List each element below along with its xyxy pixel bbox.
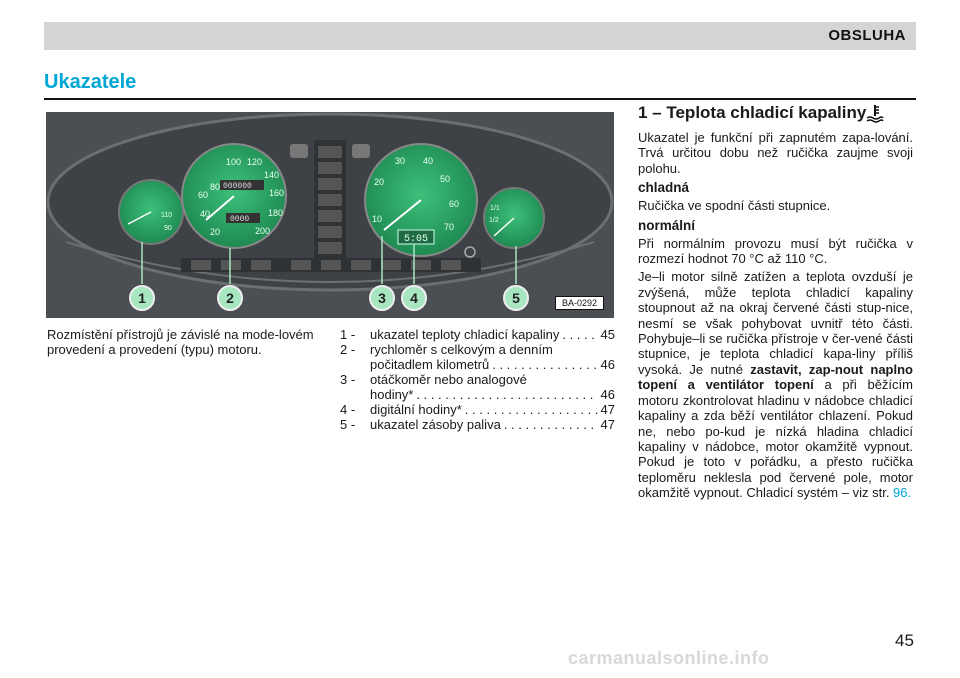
list-item xyxy=(340,327,615,342)
warning-text: Je–li motor silně zatížen a teplota ovzduší je zvýšená, může teplota chladicí kapaliny stoupnout až na okraj červené části stup-nice, nesmí se však pohybovat uvnitř této části. Pohybuje–li se ručička přístroje v čer-vené části stupnice, je teplota chladicí kapa-liny příliš vysoká. Je nutné xyxy=(638,269,913,377)
intro-paragraph: Ukazatel je funkční při zapnutém zapa-lování. Trvá určitou dobu než ručička zaujme svoji polohu. xyxy=(638,130,913,176)
temp-tick: 90 xyxy=(164,225,172,232)
subheading-normal: normální xyxy=(638,217,696,233)
subheading-cold: chladná xyxy=(638,180,690,196)
list-item xyxy=(340,342,615,372)
speedo-tick: 60 xyxy=(198,190,209,200)
figure-caption: Rozmístění přístrojů je závislé na mode-lovém provedení a provedení (typu) motoru. xyxy=(47,327,314,357)
rev-tick: 30 xyxy=(395,156,406,166)
item-text-cont: počitadlem kilometrů xyxy=(370,357,490,372)
instrument-cluster-figure xyxy=(46,112,614,318)
item-page: 46 xyxy=(600,387,615,402)
item-text: ukazatel zásoby paliva xyxy=(370,417,501,432)
item-page: 46 xyxy=(600,357,615,372)
item-text: rychloměr s celkovým a denním xyxy=(370,342,553,357)
fuel-tick: 1/2 xyxy=(489,217,499,224)
trip-digits: 0000 xyxy=(230,215,250,224)
list-item xyxy=(340,417,615,432)
temp-tick: 110 xyxy=(161,212,173,219)
item-text-cont: hodiny* xyxy=(370,387,414,402)
list-item xyxy=(340,402,615,417)
odometer-digits: 000000 xyxy=(223,182,252,191)
callout-3-label: 3 xyxy=(378,290,386,306)
rev-tick: 20 xyxy=(374,177,385,187)
speedo-tick: 120 xyxy=(247,157,263,167)
speedo-tick: 200 xyxy=(255,226,271,236)
item-number: 2 - xyxy=(340,342,356,357)
callout-2-label: 2 xyxy=(226,290,234,306)
rev-tick: 60 xyxy=(449,199,460,209)
instrument-cluster-drawing xyxy=(46,112,614,318)
header-bar xyxy=(44,22,916,50)
section-heading xyxy=(638,103,913,123)
callout-4-label: 4 xyxy=(410,290,418,306)
speedo-tick: 160 xyxy=(269,188,285,198)
item-text: ukazatel teploty chladicí kapaliny xyxy=(370,327,560,342)
item-text: otáčkoměr nebo analogové xyxy=(370,372,527,387)
speedo-tick: 80 xyxy=(210,182,221,192)
normal-paragraph: Při normálním provozu musí být ručička v rozmezí hodnot 70 °C až 110 °C. xyxy=(638,235,913,267)
callout-1-label: 1 xyxy=(138,290,146,306)
watermark: carmanualsonline.info xyxy=(568,648,770,668)
speedo-tick: 140 xyxy=(264,170,280,180)
figure-code: BA-0292 xyxy=(555,296,604,310)
item-number: 3 - xyxy=(340,372,356,387)
speedo-tick: 180 xyxy=(268,208,284,218)
rev-tick: 70 xyxy=(444,222,455,232)
fuel-tick: 1/1 xyxy=(490,205,500,212)
item-number: 4 - xyxy=(340,402,356,417)
page-reference-link[interactable]: 96. xyxy=(893,485,912,501)
list-item xyxy=(340,372,615,402)
rev-tick: 40 xyxy=(423,156,434,166)
item-page: 47 xyxy=(600,402,615,417)
speedo-tick: 20 xyxy=(210,227,221,237)
warning-emphasis: zastavit, zap-nout naplno topení a ventilátor topení xyxy=(638,361,913,393)
clock-digits: 5:05 xyxy=(404,234,429,245)
right-column xyxy=(638,103,913,504)
speedo-tick: 100 xyxy=(226,157,242,167)
item-text: digitální hodiny* xyxy=(370,402,462,417)
callout-5-label: 5 xyxy=(512,290,520,306)
warning-paragraph xyxy=(638,269,913,500)
item-page: 47 xyxy=(600,417,615,432)
heading-text: 1 – Teplota chladicí kapaliny xyxy=(638,103,867,122)
title-rule xyxy=(44,98,916,100)
item-page: 45 xyxy=(600,327,615,342)
rev-tick: 50 xyxy=(440,174,451,184)
legend-list xyxy=(340,327,615,432)
speedo-tick: 40 xyxy=(200,209,211,219)
item-number: 1 - xyxy=(340,327,356,342)
page-number: 45 xyxy=(895,631,914,650)
section-header: OBSLUHA xyxy=(828,27,906,44)
coolant-temperature-icon xyxy=(866,103,884,123)
rev-tick: 10 xyxy=(372,214,383,224)
cold-paragraph: Ručička ve spodní části stupnice. xyxy=(638,198,831,214)
page-title: Ukazatele xyxy=(44,71,137,93)
item-number: 5 - xyxy=(340,417,356,432)
warning-text-cont: a při běžícím motoru zkontrolovat hladinu v nádobce chladicí kapaliny a zda běží ventilátor chlazení. Pokud ne, nebo po-kud je nízká hladina chladicí kapaliny v nádobce, motor okamžitě vypnout. Pokud je toto v pořádku, a přesto ručička teploměru neklesla pod červené pole, motor okamžitě vypnout. Chladicí systém – viz str. xyxy=(638,377,913,501)
